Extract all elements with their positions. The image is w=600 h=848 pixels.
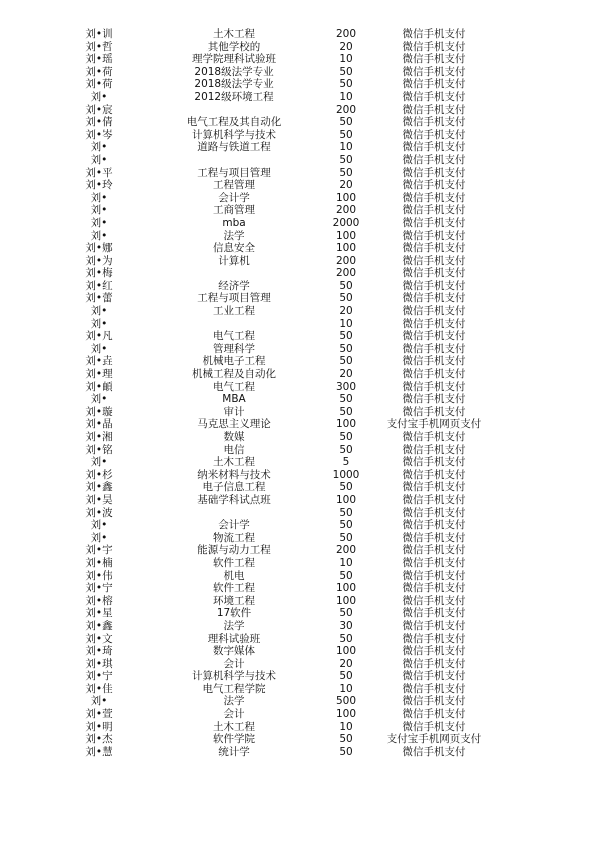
amount-cell: 100 bbox=[335, 191, 357, 204]
table-row bbox=[0, 683, 600, 696]
donor-name-cell: 刘• bbox=[90, 531, 108, 544]
payment-method-cell: 微信手机支付 bbox=[402, 330, 466, 343]
amount-cell: 200 bbox=[335, 28, 357, 40]
amount-cell: 20 bbox=[339, 40, 353, 53]
donor-name-cell: 刘•鑫 bbox=[85, 619, 113, 632]
major-cell: 数媒 bbox=[223, 431, 245, 443]
major-cell: 基础学科试点班 bbox=[197, 493, 271, 506]
payment-method-cell: 微信手机支付 bbox=[402, 582, 466, 595]
payment-method-cell: 微信手机支付 bbox=[402, 405, 466, 418]
major-cell: 工业工程 bbox=[213, 305, 255, 318]
table-row bbox=[0, 343, 600, 356]
table-row bbox=[0, 179, 600, 192]
amount-cell: 50 bbox=[339, 607, 353, 620]
amount-cell: 10 bbox=[339, 141, 353, 154]
payment-method-cell: 微信手机支付 bbox=[402, 40, 466, 53]
donation-table bbox=[0, 28, 600, 758]
amount-cell: 50 bbox=[339, 481, 353, 494]
table-row bbox=[0, 28, 600, 41]
major-cell: 机械电子工程 bbox=[202, 355, 266, 368]
table-row bbox=[0, 557, 600, 570]
amount-cell: 10 bbox=[339, 317, 353, 330]
donor-name-cell: 刘•頔 bbox=[85, 380, 113, 393]
amount-cell: 200 bbox=[335, 267, 357, 280]
donor-name-cell: 刘•瑶 bbox=[85, 53, 113, 66]
payment-method-cell: 微信手机支付 bbox=[402, 153, 466, 166]
table-row bbox=[0, 217, 600, 230]
amount-cell: 50 bbox=[339, 405, 353, 418]
major-cell: 法学 bbox=[223, 695, 245, 708]
table-row bbox=[0, 393, 600, 406]
donor-name-cell: 刘• bbox=[90, 204, 108, 217]
payment-method-cell: 微信手机支付 bbox=[402, 179, 466, 192]
amount-cell: 100 bbox=[335, 418, 357, 431]
table-row bbox=[0, 695, 600, 708]
major-cell: 土木工程 bbox=[213, 28, 255, 40]
payment-method-cell: 微信手机支付 bbox=[402, 292, 466, 305]
major-cell: 经济学 bbox=[218, 279, 250, 292]
payment-method-cell: 微信手机支付 bbox=[402, 128, 466, 141]
donor-name-cell: 刘•宇 bbox=[85, 544, 113, 557]
table-row bbox=[0, 494, 600, 507]
major-cell: 工程与项目管理 bbox=[197, 292, 271, 305]
major-cell: 会计 bbox=[223, 708, 245, 721]
amount-cell: 300 bbox=[335, 380, 357, 393]
table-row bbox=[0, 104, 600, 117]
donor-name-cell: 刘• bbox=[90, 141, 108, 154]
table-row bbox=[0, 280, 600, 293]
donor-name-cell: 刘•昊 bbox=[85, 493, 113, 506]
payment-method-cell: 微信手机支付 bbox=[402, 619, 466, 632]
payment-method-cell: 微信手机支付 bbox=[402, 431, 466, 443]
major-cell: 理学院理科试验班 bbox=[192, 53, 276, 66]
amount-cell: 50 bbox=[339, 166, 353, 179]
major-cell: 马克思主义理论 bbox=[197, 418, 271, 431]
major-cell: 审计 bbox=[223, 405, 245, 418]
major-cell: 计算机科学与技术 bbox=[192, 670, 276, 683]
donor-name-cell: 刘•明 bbox=[85, 720, 113, 733]
donor-name-cell: 刘• bbox=[90, 191, 108, 204]
donor-name-cell: 刘•哲 bbox=[85, 40, 113, 53]
table-row bbox=[0, 481, 600, 494]
table-row bbox=[0, 78, 600, 91]
amount-cell: 50 bbox=[339, 78, 353, 91]
donor-name-cell: 刘• bbox=[90, 317, 108, 330]
major-cell: 电气工程学院 bbox=[202, 682, 266, 695]
amount-cell: 2000 bbox=[332, 216, 360, 229]
amount-cell: 50 bbox=[339, 279, 353, 292]
payment-method-cell: 微信手机支付 bbox=[402, 670, 466, 683]
major-cell: 电气工程 bbox=[213, 330, 255, 343]
donor-name-cell: 刘• bbox=[90, 90, 108, 103]
amount-cell: 100 bbox=[335, 594, 357, 607]
amount-cell: 50 bbox=[339, 65, 353, 78]
donor-name-cell: 刘•宸 bbox=[85, 103, 113, 116]
donor-name-cell: 刘•岑 bbox=[85, 128, 113, 141]
amount-cell: 50 bbox=[339, 519, 353, 532]
table-row bbox=[0, 519, 600, 532]
payment-method-cell: 微信手机支付 bbox=[402, 481, 466, 494]
amount-cell: 100 bbox=[335, 645, 357, 658]
major-cell: 法学 bbox=[223, 619, 245, 632]
amount-cell: 50 bbox=[339, 355, 353, 368]
table-row bbox=[0, 746, 600, 759]
donor-name-cell: 刘•杰 bbox=[85, 733, 113, 746]
payment-method-cell: 微信手机支付 bbox=[402, 380, 466, 393]
table-row bbox=[0, 507, 600, 520]
table-row bbox=[0, 431, 600, 444]
table-row bbox=[0, 267, 600, 280]
payment-method-cell: 微信手机支付 bbox=[402, 506, 466, 519]
donor-name-cell: 刘• bbox=[90, 519, 108, 532]
major-cell: mba bbox=[222, 216, 246, 229]
payment-method-cell: 微信手机支付 bbox=[402, 141, 466, 154]
major-cell: 会计学 bbox=[218, 519, 250, 532]
major-cell: 法学 bbox=[223, 229, 245, 242]
donor-name-cell: 刘•玲 bbox=[85, 179, 113, 192]
table-row bbox=[0, 66, 600, 79]
payment-method-cell: 微信手机支付 bbox=[402, 317, 466, 330]
amount-cell: 20 bbox=[339, 305, 353, 318]
major-cell: 能源与动力工程 bbox=[197, 544, 271, 557]
major-cell: 管理科学 bbox=[213, 342, 255, 355]
table-row bbox=[0, 41, 600, 54]
amount-cell: 50 bbox=[339, 431, 353, 443]
major-cell: 纳米材料与技术 bbox=[197, 468, 271, 481]
table-row bbox=[0, 532, 600, 545]
amount-cell: 20 bbox=[339, 179, 353, 192]
donor-name-cell: 刘•湘 bbox=[85, 431, 113, 443]
major-cell: 2012级环境工程 bbox=[194, 90, 274, 103]
donor-name-cell: 刘• bbox=[90, 393, 108, 406]
table-row bbox=[0, 620, 600, 633]
table-row bbox=[0, 154, 600, 167]
payment-method-cell: 微信手机支付 bbox=[402, 531, 466, 544]
payment-method-cell: 微信手机支付 bbox=[402, 569, 466, 582]
payment-method-cell: 微信手机支付 bbox=[402, 279, 466, 292]
donor-name-cell: 刘• bbox=[90, 216, 108, 229]
table-row bbox=[0, 116, 600, 129]
amount-cell: 100 bbox=[335, 229, 357, 242]
table-row bbox=[0, 444, 600, 457]
amount-cell: 5 bbox=[342, 456, 350, 469]
donor-name-cell: 刘•宁 bbox=[85, 670, 113, 683]
donor-name-cell: 刘•梅 bbox=[85, 267, 113, 280]
donor-name-cell: 刘•杉 bbox=[85, 468, 113, 481]
table-row bbox=[0, 708, 600, 721]
donor-name-cell: 刘•萱 bbox=[85, 708, 113, 721]
donor-name-cell: 刘•琪 bbox=[85, 657, 113, 670]
amount-cell: 50 bbox=[339, 733, 353, 746]
amount-cell: 200 bbox=[335, 254, 357, 267]
table-row bbox=[0, 670, 600, 683]
donor-name-cell: 刘•理 bbox=[85, 368, 113, 381]
amount-cell: 100 bbox=[335, 242, 357, 255]
table-row bbox=[0, 305, 600, 318]
payment-method-cell: 微信手机支付 bbox=[402, 78, 466, 91]
donor-name-cell: 刘•铭 bbox=[85, 443, 113, 456]
major-cell: 其他学校的 bbox=[207, 40, 261, 53]
table-row bbox=[0, 406, 600, 419]
donor-name-cell: 刘•佳 bbox=[85, 682, 113, 695]
table-row bbox=[0, 595, 600, 608]
amount-cell: 10 bbox=[339, 556, 353, 569]
major-cell: 统计学 bbox=[218, 745, 250, 758]
major-cell: 软件学院 bbox=[213, 733, 255, 746]
major-cell: 工程管理 bbox=[213, 179, 255, 192]
donor-name-cell: 刘• bbox=[90, 153, 108, 166]
amount-cell: 50 bbox=[339, 393, 353, 406]
major-cell: 计算机科学与技术 bbox=[192, 128, 276, 141]
major-cell: 电子信息工程 bbox=[202, 481, 266, 494]
amount-cell: 200 bbox=[335, 204, 357, 217]
major-cell: 机械工程及自动化 bbox=[192, 368, 276, 381]
table-row bbox=[0, 230, 600, 243]
donor-name-cell: 刘• bbox=[90, 456, 108, 469]
payment-method-cell: 微信手机支付 bbox=[402, 443, 466, 456]
donor-name-cell: 刘• bbox=[90, 342, 108, 355]
payment-method-cell: 微信手机支付 bbox=[402, 468, 466, 481]
payment-method-cell: 微信手机支付 bbox=[402, 305, 466, 318]
payment-method-cell: 微信手机支付 bbox=[402, 229, 466, 242]
table-row bbox=[0, 141, 600, 154]
table-row bbox=[0, 242, 600, 255]
amount-cell: 50 bbox=[339, 128, 353, 141]
amount-cell: 20 bbox=[339, 657, 353, 670]
donor-name-cell: 刘•娜 bbox=[85, 242, 113, 255]
table-row bbox=[0, 570, 600, 583]
donor-name-cell: 刘• bbox=[90, 305, 108, 318]
amount-cell: 100 bbox=[335, 708, 357, 721]
major-cell: 电气工程 bbox=[213, 380, 255, 393]
donor-name-cell: 刘• bbox=[90, 229, 108, 242]
table-row bbox=[0, 204, 600, 217]
donor-name-cell: 刘•为 bbox=[85, 254, 113, 267]
amount-cell: 100 bbox=[335, 582, 357, 595]
donor-name-cell: 刘•平 bbox=[85, 166, 113, 179]
major-cell: 会计 bbox=[223, 657, 245, 670]
table-row bbox=[0, 192, 600, 205]
table-row bbox=[0, 355, 600, 368]
payment-method-cell: 微信手机支付 bbox=[402, 745, 466, 758]
payment-method-cell: 微信手机支付 bbox=[402, 216, 466, 229]
donor-name-cell: 刘•星 bbox=[85, 607, 113, 620]
table-row bbox=[0, 633, 600, 646]
major-cell: MBA bbox=[222, 393, 246, 406]
amount-cell: 50 bbox=[339, 745, 353, 758]
table-row bbox=[0, 582, 600, 595]
payment-method-cell: 微信手机支付 bbox=[402, 103, 466, 116]
table-row bbox=[0, 544, 600, 557]
payment-method-cell: 微信手机支付 bbox=[402, 544, 466, 557]
amount-cell: 50 bbox=[339, 330, 353, 343]
table-row bbox=[0, 292, 600, 305]
major-cell: 2018级法学专业 bbox=[194, 65, 274, 78]
amount-cell: 20 bbox=[339, 368, 353, 381]
payment-method-cell: 微信手机支付 bbox=[402, 28, 466, 40]
table-row bbox=[0, 733, 600, 746]
payment-method-cell: 微信手机支付 bbox=[402, 645, 466, 658]
payment-method-cell: 支付宝手机网页支付 bbox=[386, 733, 482, 746]
major-cell: 数字媒体 bbox=[213, 645, 255, 658]
amount-cell: 50 bbox=[339, 632, 353, 645]
amount-cell: 100 bbox=[335, 493, 357, 506]
payment-method-cell: 微信手机支付 bbox=[402, 191, 466, 204]
table-row bbox=[0, 91, 600, 104]
donor-name-cell: 刘•垚 bbox=[85, 355, 113, 368]
payment-method-cell: 微信手机支付 bbox=[402, 556, 466, 569]
major-cell: 理科试验班 bbox=[207, 632, 261, 645]
payment-method-cell: 微信手机支付 bbox=[402, 65, 466, 78]
major-cell: 会计学 bbox=[218, 191, 250, 204]
payment-method-cell: 微信手机支付 bbox=[402, 342, 466, 355]
payment-method-cell: 微信手机支付 bbox=[402, 594, 466, 607]
major-cell: 土木工程 bbox=[213, 456, 255, 469]
major-cell: 2018级法学专业 bbox=[194, 78, 274, 91]
payment-method-cell: 微信手机支付 bbox=[402, 254, 466, 267]
amount-cell: 10 bbox=[339, 53, 353, 66]
donor-name-cell: 刘•荷 bbox=[85, 78, 113, 91]
table-row bbox=[0, 721, 600, 734]
amount-cell: 50 bbox=[339, 292, 353, 305]
donor-name-cell: 刘•文 bbox=[85, 632, 113, 645]
payment-method-cell: 微信手机支付 bbox=[402, 607, 466, 620]
major-cell: 道路与铁道工程 bbox=[197, 141, 271, 154]
amount-cell: 10 bbox=[339, 720, 353, 733]
payment-method-cell: 微信手机支付 bbox=[402, 355, 466, 368]
payment-method-cell: 微信手机支付 bbox=[402, 632, 466, 645]
table-row bbox=[0, 469, 600, 482]
payment-method-cell: 微信手机支付 bbox=[402, 682, 466, 695]
payment-method-cell: 微信手机支付 bbox=[402, 204, 466, 217]
table-row bbox=[0, 368, 600, 381]
donor-name-cell: 刘•荷 bbox=[85, 65, 113, 78]
amount-cell: 200 bbox=[335, 103, 357, 116]
major-cell: 环境工程 bbox=[213, 594, 255, 607]
payment-method-cell: 微信手机支付 bbox=[402, 456, 466, 469]
major-cell: 软件工程 bbox=[213, 582, 255, 595]
major-cell: 电信 bbox=[223, 443, 245, 456]
amount-cell: 500 bbox=[335, 695, 357, 708]
major-cell: 工程与项目管理 bbox=[197, 166, 271, 179]
donor-name-cell: 刘•宁 bbox=[85, 582, 113, 595]
major-cell: 工商管理 bbox=[213, 204, 255, 217]
donor-name-cell: 刘• bbox=[90, 695, 108, 708]
payment-method-cell: 微信手机支付 bbox=[402, 267, 466, 280]
payment-method-cell: 微信手机支付 bbox=[402, 116, 466, 129]
donor-name-cell: 刘•鑫 bbox=[85, 481, 113, 494]
payment-method-cell: 微信手机支付 bbox=[402, 242, 466, 255]
payment-method-cell: 微信手机支付 bbox=[402, 519, 466, 532]
amount-cell: 50 bbox=[339, 153, 353, 166]
table-row bbox=[0, 167, 600, 180]
amount-cell: 200 bbox=[335, 544, 357, 557]
payment-method-cell: 微信手机支付 bbox=[402, 393, 466, 406]
amount-cell: 50 bbox=[339, 569, 353, 582]
payment-method-cell: 支付宝手机网页支付 bbox=[386, 418, 482, 431]
amount-cell: 30 bbox=[339, 619, 353, 632]
donor-name-cell: 刘•训 bbox=[85, 28, 113, 40]
amount-cell: 50 bbox=[339, 506, 353, 519]
donor-name-cell: 刘•红 bbox=[85, 279, 113, 292]
major-cell: 软件工程 bbox=[213, 556, 255, 569]
payment-method-cell: 微信手机支付 bbox=[402, 53, 466, 66]
amount-cell: 50 bbox=[339, 116, 353, 129]
major-cell: 土木工程 bbox=[213, 720, 255, 733]
donor-name-cell: 刘•倩 bbox=[85, 116, 113, 129]
table-row bbox=[0, 129, 600, 142]
major-cell: 机电 bbox=[223, 569, 245, 582]
table-row bbox=[0, 658, 600, 671]
donor-name-cell: 刘•波 bbox=[85, 506, 113, 519]
table-row bbox=[0, 318, 600, 331]
table-row bbox=[0, 255, 600, 268]
payment-method-cell: 微信手机支付 bbox=[402, 493, 466, 506]
major-cell: 信息安全 bbox=[213, 242, 255, 255]
donor-name-cell: 刘•楠 bbox=[85, 556, 113, 569]
payment-method-cell: 微信手机支付 bbox=[402, 657, 466, 670]
donor-name-cell: 刘•蕾 bbox=[85, 292, 113, 305]
major-cell: 计算机 bbox=[218, 254, 250, 267]
payment-method-cell: 微信手机支付 bbox=[402, 166, 466, 179]
payment-method-cell: 微信手机支付 bbox=[402, 695, 466, 708]
amount-cell: 10 bbox=[339, 682, 353, 695]
payment-method-cell: 微信手机支付 bbox=[402, 90, 466, 103]
donor-name-cell: 刘•榕 bbox=[85, 594, 113, 607]
amount-cell: 10 bbox=[339, 90, 353, 103]
major-cell: 17软件 bbox=[216, 607, 252, 620]
table-row bbox=[0, 53, 600, 66]
donor-name-cell: 刘•琦 bbox=[85, 645, 113, 658]
donor-name-cell: 刘•璇 bbox=[85, 405, 113, 418]
payment-method-cell: 微信手机支付 bbox=[402, 368, 466, 381]
table-row bbox=[0, 456, 600, 469]
amount-cell: 50 bbox=[339, 670, 353, 683]
amount-cell: 1000 bbox=[332, 468, 360, 481]
payment-method-cell: 微信手机支付 bbox=[402, 720, 466, 733]
major-cell: 电气工程及其自动化 bbox=[186, 116, 282, 129]
payment-method-cell: 微信手机支付 bbox=[402, 708, 466, 721]
amount-cell: 50 bbox=[339, 531, 353, 544]
table-row bbox=[0, 381, 600, 394]
amount-cell: 50 bbox=[339, 342, 353, 355]
major-cell: 物流工程 bbox=[213, 531, 255, 544]
table-row bbox=[0, 418, 600, 431]
table-row bbox=[0, 607, 600, 620]
donor-name-cell: 刘•凡 bbox=[85, 330, 113, 343]
donor-name-cell: 刘•伟 bbox=[85, 569, 113, 582]
table-row bbox=[0, 645, 600, 658]
donor-name-cell: 刘•慧 bbox=[85, 745, 113, 758]
amount-cell: 50 bbox=[339, 443, 353, 456]
table-row bbox=[0, 330, 600, 343]
donor-name-cell: 刘•晶 bbox=[85, 418, 113, 431]
